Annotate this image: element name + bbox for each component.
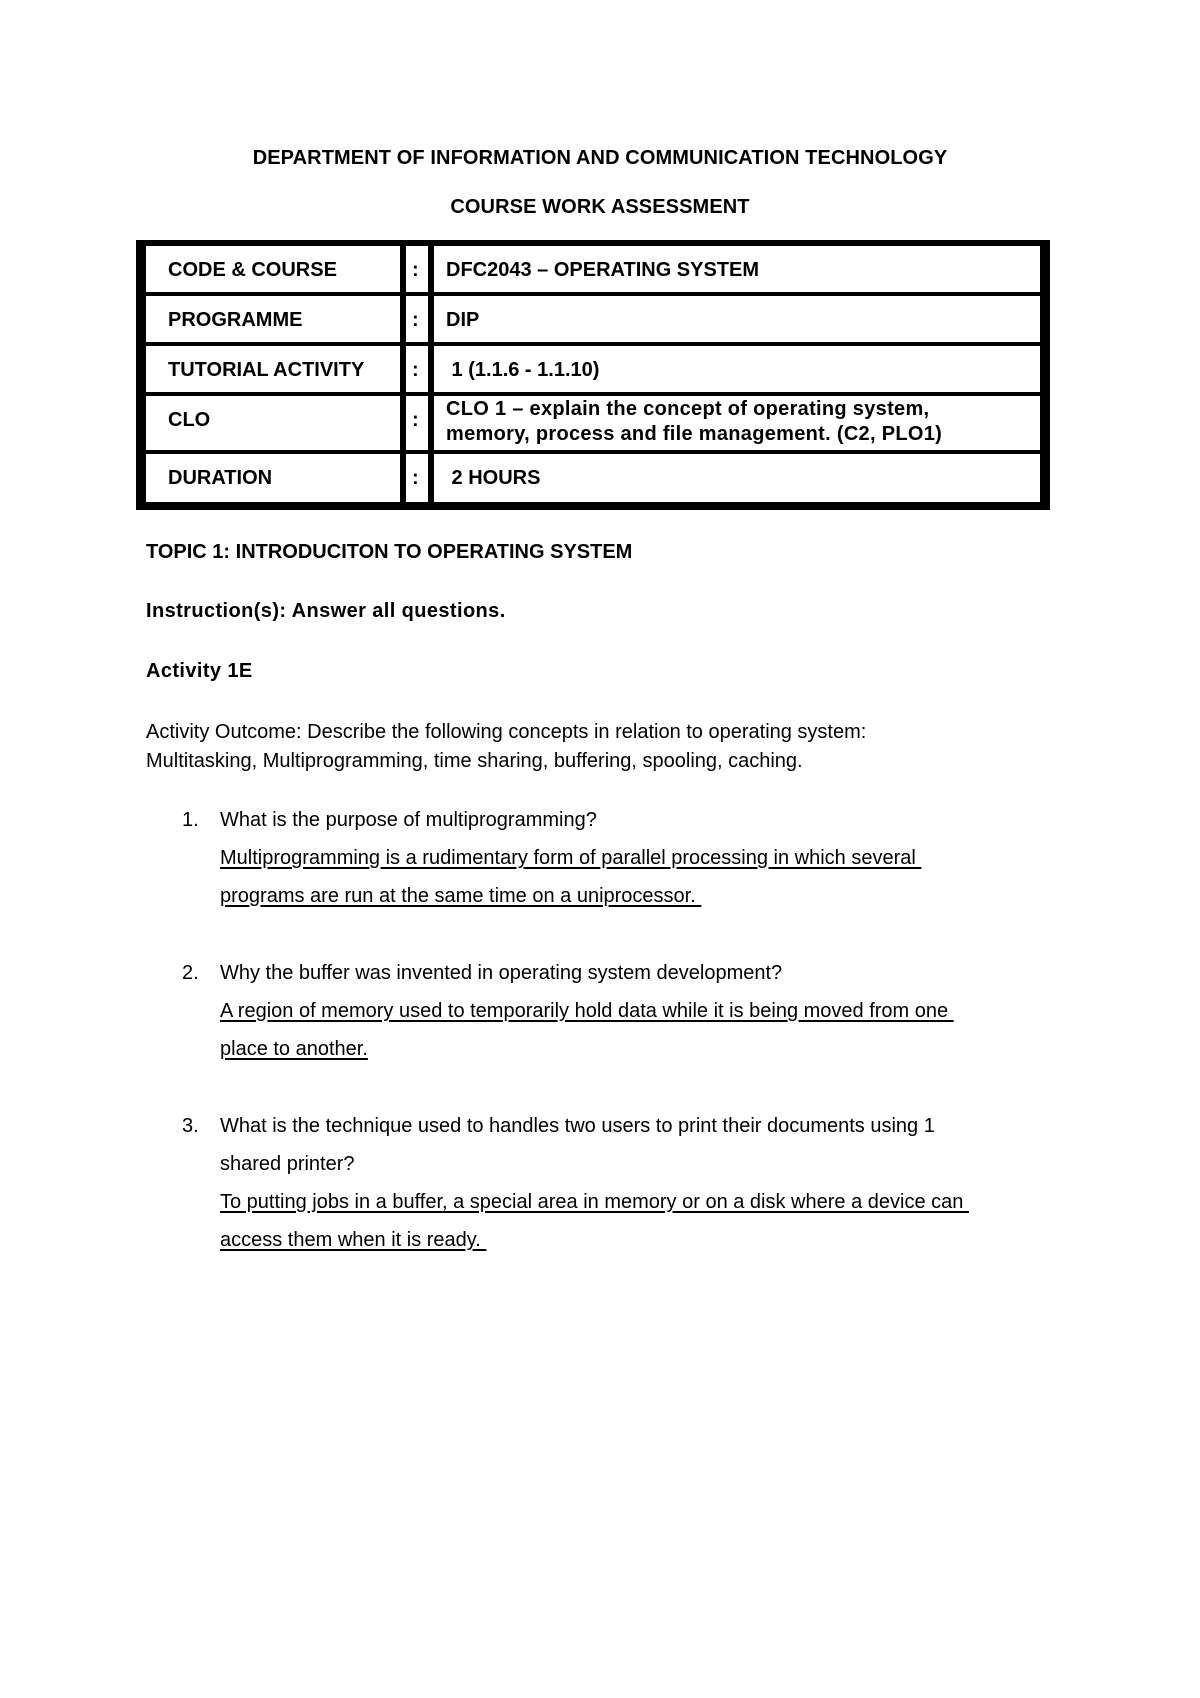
question-text-line-2: shared printer? [220,1153,355,1175]
clo-line-1: CLO 1 – explain the concept of operating system, [446,398,930,420]
row-colon: : [406,396,428,450]
row-label: CLO [146,396,400,450]
question-number: 3. [182,1115,199,1137]
table-row-duration [146,454,1040,502]
answer-line-2: access them when it is ready. [220,1229,487,1251]
row-label: TUTORIAL ACTIVITY [146,346,400,392]
question-text-line-1: What is the technique used to handles two users to print their documents using 1 [220,1115,935,1137]
table-row-clo [146,396,1040,450]
outcome-line-2: Multitasking, Multiprogramming, time sharing, buffering, spooling, caching. [146,750,803,772]
row-colon: : [406,454,428,502]
row-label: DURATION [146,454,400,502]
activity-outcome [146,718,1046,776]
department-heading: DEPARTMENT OF INFORMATION AND COMMUNICATION TECHNOLOGY [252,147,948,169]
question-text: Why the buffer was invented in operating system development? [220,962,783,984]
question-2 [182,954,1062,1068]
row-colon: : [406,246,428,292]
activity-title: Activity 1E [146,660,253,682]
question-number: 2. [182,962,199,984]
answer-line-2: place to another. [220,1038,368,1060]
question-number: 1. [182,809,199,831]
row-value: DIP [434,296,1040,342]
row-colon: : [406,346,428,392]
answer-line-1: To putting jobs in a buffer, a special area in memory or on a disk where a device can [220,1191,969,1213]
course-info-table [136,240,1050,510]
row-label: CODE & COURSE [146,246,400,292]
question-3 [182,1107,1062,1259]
table-row-programme [146,296,1040,342]
row-value: 1 (1.1.6 - 1.1.10) [434,346,1040,392]
table-row-tutorial-activity [146,346,1040,392]
clo-line-2: memory, process and file management. (C2, PLO1) [446,423,943,445]
table-row-code-course [146,246,1040,292]
topic-heading: TOPIC 1: INTRODUCITON TO OPERATING SYSTEM [146,541,633,563]
outcome-line-1: Activity Outcome: Describe the following concepts in relation to operating system: [146,721,867,743]
answer-line-1: Multiprogramming is a rudimentary form of parallel processing in which several [220,847,922,869]
instruction-text: Instruction(s): Answer all questions. [146,600,506,622]
answer-line-2: programs are run at the same time on a uniprocessor. [220,885,702,907]
row-value [434,396,1040,450]
row-colon: : [406,296,428,342]
question-text: What is the purpose of multiprogramming? [220,809,597,831]
row-value: 2 HOURS [434,454,1040,502]
row-value: DFC2043 – OPERATING SYSTEM [434,246,1040,292]
answer-line-1: A region of memory used to temporarily hold data while it is being moved from one [220,1000,954,1022]
question-1 [182,801,1062,915]
assessment-heading: COURSE WORK ASSESSMENT [450,196,750,218]
row-label: PROGRAMME [146,296,400,342]
